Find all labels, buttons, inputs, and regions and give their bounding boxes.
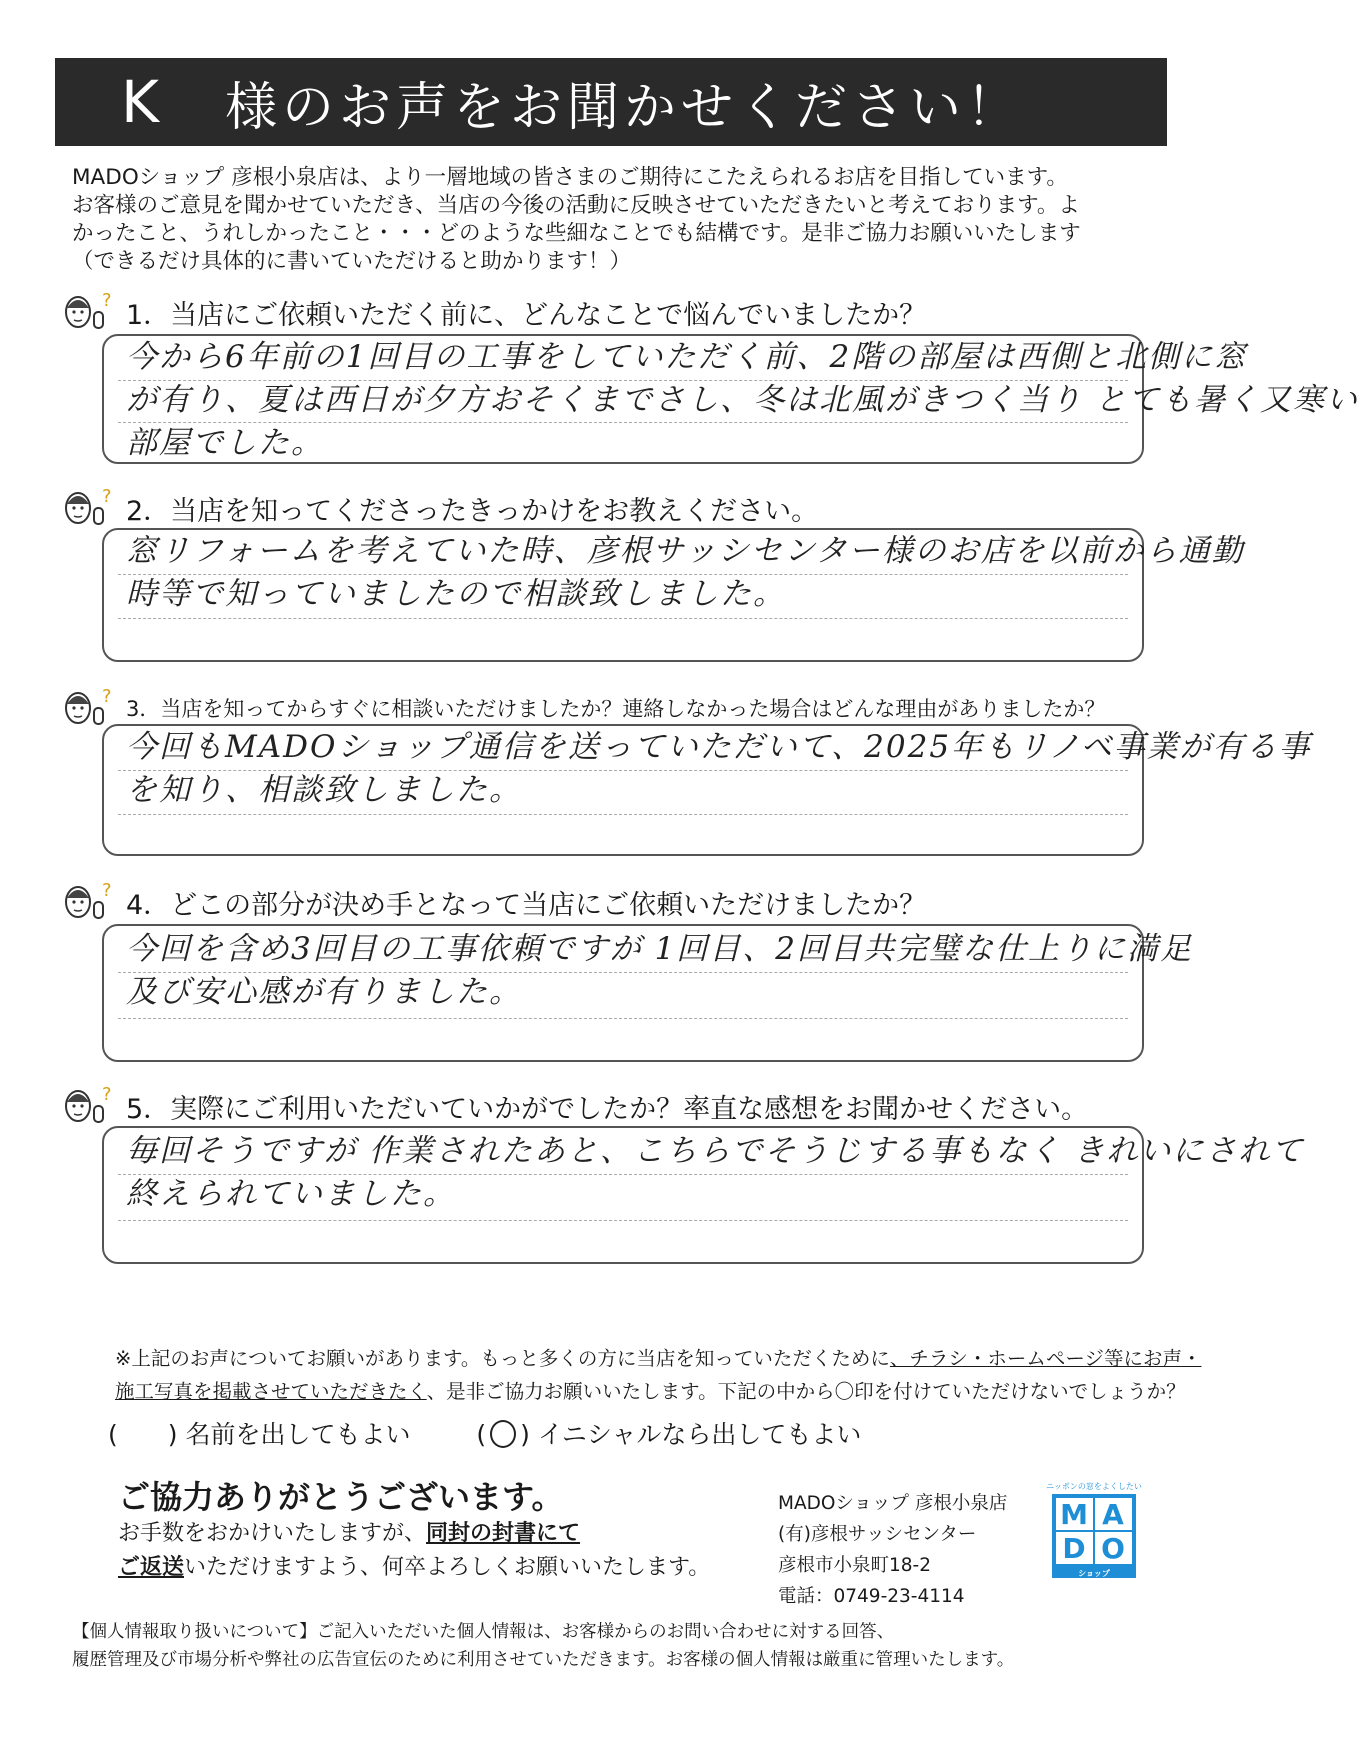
intro-line: （できるだけ具体的に書いていただけると助かります！） — [72, 249, 632, 274]
question-5 — [62, 1084, 1172, 1128]
question-label: 5．実際にご利用いただいていかがでしたか？率直な感想をお聞かせください。 — [126, 1093, 1089, 1125]
page-title: 様のお声をお聞かせください！ — [225, 77, 1024, 138]
mado-shop-logo-icon — [1048, 1480, 1140, 1580]
logo-letter: O — [1101, 1532, 1125, 1565]
svg-text:?: ? — [102, 686, 112, 707]
question-label: 2．当店を知ってくださったきっかけをお教えください。 — [126, 495, 819, 527]
shop-phone: 電話：0749-23-4114 — [778, 1586, 965, 1607]
intro-line: MADOショップ 彦根小泉店は、より一層地域の皆さまのご期待にこたえられるお店を目指しています。 — [72, 165, 1068, 190]
thanks-heading: ご協力ありがとうございます。 — [118, 1478, 564, 1516]
thinking-mascot-icon — [62, 290, 118, 334]
thinking-mascot-icon — [62, 880, 118, 924]
question-1 — [62, 290, 1172, 334]
svg-text:?: ? — [102, 486, 112, 507]
intro-text — [72, 164, 1172, 276]
handwritten-answer: 今回を含め3回目の工事依頼ですが 1回目、2回目共完璧な仕上りに満足 及び安心感が有りました。 — [126, 931, 1194, 1010]
choice-initial-close: ) — [520, 1420, 530, 1449]
answer-box-4 — [102, 924, 1194, 1062]
thinking-mascot-icon — [62, 486, 118, 530]
shop-address: 彦根市小泉町18-2 — [778, 1555, 931, 1576]
answer-box-3 — [102, 724, 1312, 856]
question-label: 1．当店にご依頼いただく前に、どんなことで悩んでいましたか？ — [126, 299, 927, 331]
handwritten-answer: 窓リフォームを考えていた時、彦根サッシセンター様のお店を以前から通勤 時等で知っていましたので相談致しました。 — [126, 533, 1245, 612]
privacy-notice: 【個人情報取り扱いについて】ご記入いただいた個人情報は、お客様からのお問い合わせに対する回答、 履歴管理及び市場分析や弊社の広告宣伝のために利用させていただきます。お客様の個人情報は厳重に管理いたします。 — [72, 1622, 1015, 1670]
shop-name: MADOショップ 彦根小泉店 — [778, 1493, 1008, 1514]
answer-box-1 — [102, 334, 1359, 464]
customer-initial: K — [120, 68, 160, 136]
thinking-mascot-icon — [62, 1084, 118, 1128]
svg-text:?: ? — [102, 1084, 112, 1105]
choice-initial-open: ( — [476, 1420, 487, 1449]
logo-letter: M — [1060, 1498, 1088, 1531]
choice-name-mark[interactable]: ( ) — [108, 1420, 178, 1449]
logo-letter: D — [1062, 1532, 1086, 1565]
publication-choices — [108, 1415, 861, 1451]
choice-name-label: 名前を出してもよい — [185, 1420, 411, 1449]
handwritten-answer: 毎回そうですが 作業されたあと、こちらでそうじする事もなく きれいにされて 終えられていました。 — [126, 1133, 1305, 1212]
title-banner — [55, 58, 1167, 146]
logo-letter: A — [1102, 1498, 1124, 1531]
choice-initial-label: イニシャルなら出してもよい — [537, 1420, 862, 1449]
thanks-body: お手数をおかけいたしますが、同封の封書にて ご返送いただけますよう、何卒よろしくお願いいたします。 — [118, 1521, 711, 1580]
answer-box-5 — [102, 1126, 1305, 1264]
thinking-mascot-icon — [62, 686, 118, 730]
svg-text:?: ? — [102, 290, 112, 311]
question-label: 4．どこの部分が決め手となって当店にご依頼いただけましたか？ — [126, 889, 927, 921]
handwritten-answer: 今から6年前の1回目の工事をしていただく前、2階の部屋は西側と北側に窓 が有り、夏は西日が夕方おそくまでさし、冬は北風がきつく当り とても暑く又寒い 部屋でした。 — [126, 339, 1359, 461]
intro-line: お客様のご意見を聞かせていただき、当店の今後の活動に反映させていただきたいと考えております。よ — [72, 193, 1080, 218]
answer-box-2 — [102, 528, 1245, 662]
handwritten-answer: 今回もMADOショップ通信を送っていただいて、2025年もリノベ事業が有る事 を知り、相談致しました。 — [126, 729, 1312, 808]
shop-info — [778, 1488, 1007, 1612]
logo-tagline: ニッポンの窓をよくしたい — [1046, 1482, 1142, 1491]
company-name: (有)彦根サッシセンター — [778, 1524, 977, 1545]
question-label: 3．当店を知ってからすぐに相談いただけましたか？連絡しなかった場合はどんな理由がありましたか？ — [126, 697, 1106, 721]
intro-line: かったこと、うれしかったこと・・・どのような些細なことでも結構です。是非ご協力お願いいたします — [72, 221, 1081, 246]
svg-text:?: ? — [102, 880, 112, 901]
question-4 — [62, 880, 1172, 924]
question-2 — [62, 486, 1172, 530]
logo-sub: ショップ — [1078, 1569, 1110, 1578]
circle-mark-icon[interactable] — [490, 1420, 516, 1448]
publication-request-note: ※上記のお声についてお願いがあります。もっと多くの方に当店を知っていただくために、チラシ・ホームページ等にお声・ 施工写真を掲載させていただきたく、是非ご協力お願いいたします。下記の中から〇印を付けていただけないでしょうか？ — [115, 1347, 1202, 1403]
